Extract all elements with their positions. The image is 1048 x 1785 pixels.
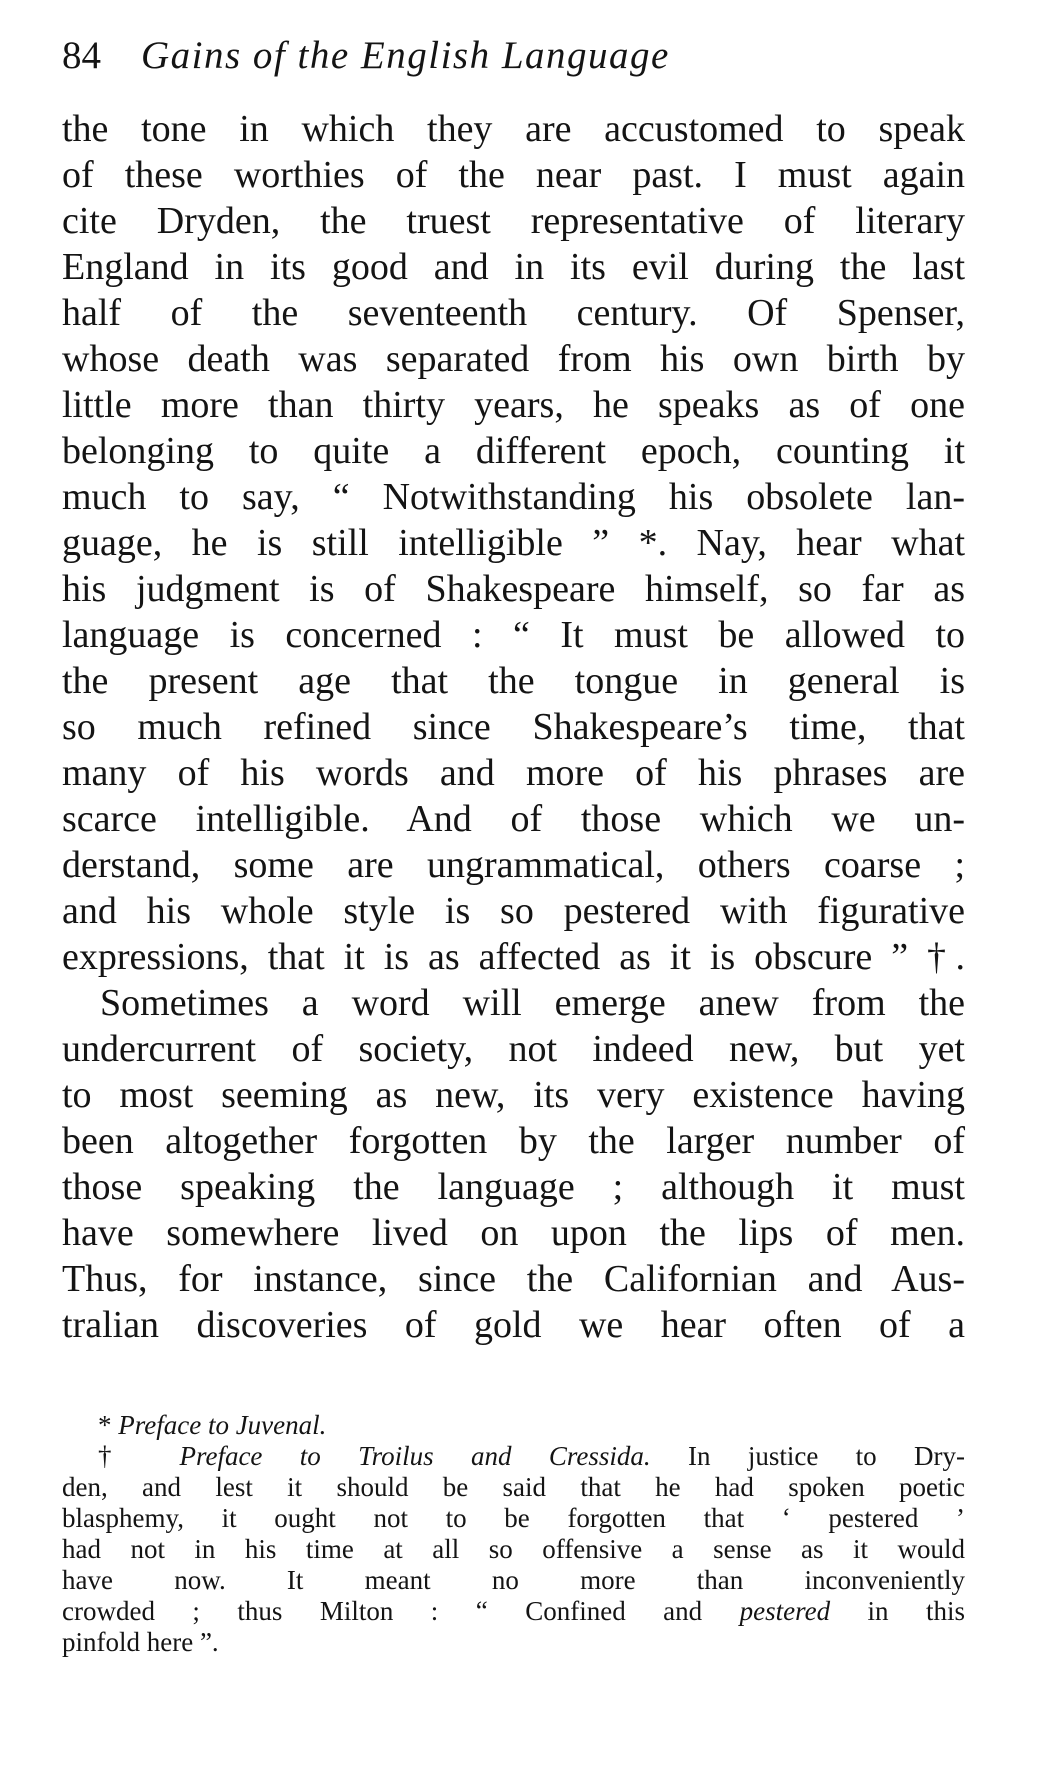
footnote-2-text: In justice to Dry- xyxy=(688,1441,966,1471)
footnote-line: den, and lest it should be said that he had spoken poetic xyxy=(62,1472,965,1502)
footnote-2-first-line xyxy=(62,1441,965,1472)
footnote-text: crowded ; thus Milton : “ Confined and xyxy=(62,1596,703,1626)
body-line: his judgment is of Shakespeare himself, so far as xyxy=(62,568,965,610)
footnote-line: blasphemy, it ought not to be forgotten that ‘ pestered ’ xyxy=(62,1503,965,1533)
body-line: been altogether forgotten by the larger number of xyxy=(62,1120,965,1162)
body-line: and his whole style is so pestered with figurative xyxy=(62,890,965,932)
body-line: much to say, “ Notwithstanding his obsolete lan- xyxy=(62,476,965,518)
paragraph-start-line: Sometimes a word will emerge anew from the xyxy=(100,982,965,1024)
body-line: Thus, for instance, since the Californian and Aus- xyxy=(62,1258,965,1300)
running-header xyxy=(62,28,670,84)
footnote-2-title: Preface to Troilus and Cressida. xyxy=(179,1441,651,1471)
footnote-italic-word: pestered xyxy=(739,1596,831,1626)
page-number: 84 xyxy=(62,34,101,77)
body-line: the tone in which they are accustomed to speak xyxy=(62,108,965,150)
footnote-2-mark: † xyxy=(98,1441,143,1471)
body-line: half of the seventeenth century. Of Spenser, xyxy=(62,292,965,334)
body-line: to most seeming as new, its very existence having xyxy=(62,1074,965,1116)
body-line: so much refined since Shakespeare’s time, that xyxy=(62,706,965,748)
body-line: tralian discoveries of gold we hear often of a xyxy=(62,1304,965,1346)
footnote-line xyxy=(62,1596,965,1627)
footnote-1-mark: * xyxy=(98,1410,112,1440)
footnote-text: in this xyxy=(867,1596,966,1626)
body-line: have somewhere lived on upon the lips of men. xyxy=(62,1212,965,1254)
body-line: little more than thirty years, he speaks as of one xyxy=(62,384,965,426)
footnote-line: had not in his time at all so offensive a sense as it would xyxy=(62,1534,965,1564)
running-title: Gains of the English Language xyxy=(141,34,670,77)
body-line: cite Dryden, the truest representative of literary xyxy=(62,200,965,242)
footnote-line: have now. It meant no more than inconveniently xyxy=(62,1565,965,1595)
body-line: whose death was separated from his own birth by xyxy=(62,338,965,380)
footnote-1 xyxy=(62,1410,965,1441)
body-line: belonging to quite a different epoch, counting it xyxy=(62,430,965,472)
footnotes xyxy=(62,1410,965,1658)
body-line: guage, he is still intelligible ” *. Nay, hear what xyxy=(62,522,965,564)
footnote-line: pinfold here ”. xyxy=(62,1627,219,1657)
body-line: undercurrent of society, not indeed new, but yet xyxy=(62,1028,965,1070)
body-text xyxy=(62,106,965,1348)
body-line: scarce intelligible. And of those which we un- xyxy=(62,798,965,840)
body-line: many of his words and more of his phrases are xyxy=(62,752,965,794)
body-line: of these worthies of the near past. I must again xyxy=(62,154,965,196)
body-line: England in its good and in its evil during the last xyxy=(62,246,965,288)
body-line: the present age that the tongue in general is xyxy=(62,660,965,702)
body-line: derstand, some are ungrammatical, others coarse ; xyxy=(62,844,965,886)
body-line: language is concerned : “ It must be allowed to xyxy=(62,614,965,656)
body-line: those speaking the language ; although it must xyxy=(62,1166,965,1208)
body-line: expressions, that it is as affected as it is obscure ” †. xyxy=(62,936,965,978)
footnote-1-title: Preface to Juvenal. xyxy=(118,1410,327,1440)
